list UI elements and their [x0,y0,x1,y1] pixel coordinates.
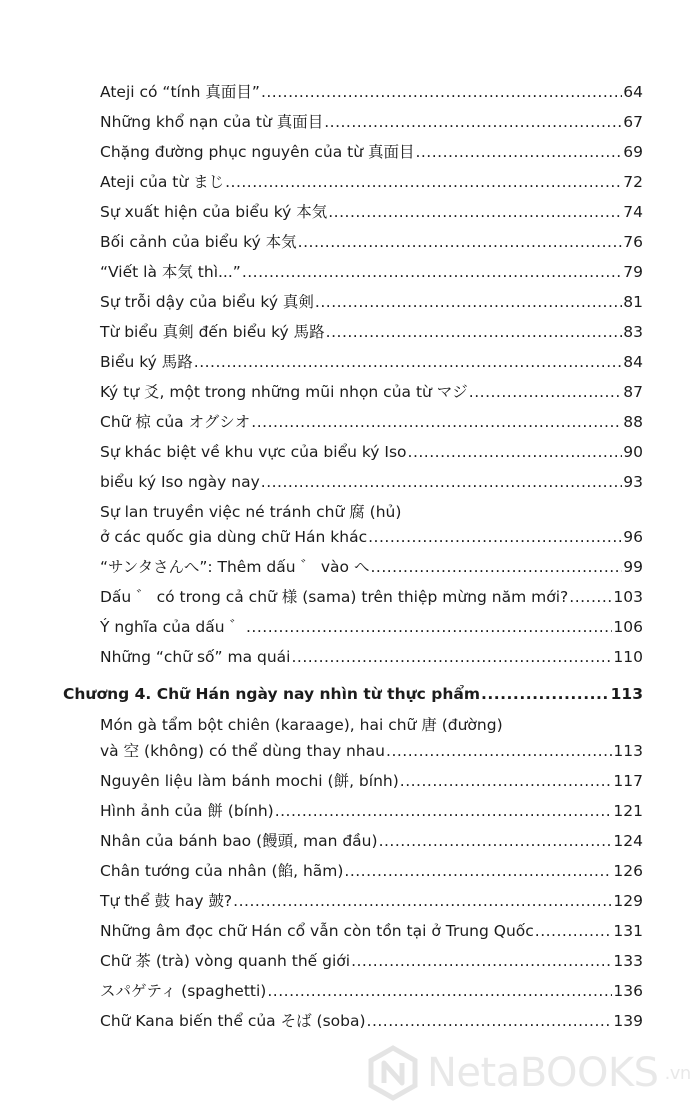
toc-entry-page: 106 [613,618,643,636]
toc-entry [100,771,643,791]
dot-leader [225,172,622,192]
toc-entry-page: 117 [613,772,643,790]
toc-entry-title: Biểu ký 馬路 [100,353,193,371]
dot-leader [242,262,622,282]
toc-entry-page: 126 [613,862,643,880]
dot-leader [328,202,622,222]
toc-entry-page: 139 [613,1012,643,1030]
toc-entry-title: Ký tự 爻, một trong những mũi nhọn của từ マジ [100,383,468,401]
dot-leader [194,352,623,372]
toc-entry-page: 79 [623,263,643,281]
toc-entry-page: 131 [613,922,643,940]
toc-entry-page: 121 [613,802,643,820]
toc-entry-title: Nhân của bánh bao (饅頭, man đầu) [100,832,378,850]
toc-entry [100,382,643,402]
toc-entry-page: 83 [623,323,643,341]
toc-entry [100,82,643,102]
toc-entry-page: 76 [623,233,643,251]
toc-entry [100,442,643,462]
dot-leader [370,557,622,577]
watermark-suffix: .vn [664,1062,691,1084]
dot-leader [469,382,622,402]
chapter-title: Chương 4. Chữ Hán ngày nay nhìn từ thực phẩm [63,685,480,703]
toc-entry [100,587,643,607]
dot-leader [246,617,612,637]
toc-entry [100,527,643,547]
toc-entry-title: Tự thể 鼓 hay 皷? [100,892,233,910]
toc-entry-page: 113 [613,742,643,760]
toc-entry-title: Những khổ nạn của từ 真面目 [100,113,324,131]
toc-entry [100,292,643,312]
toc-entry-page: 87 [623,383,643,401]
toc-entry-page: 64 [623,83,643,101]
toc-entry [100,472,643,492]
dot-leader [569,587,612,607]
toc-entry-title: Chữ Kana biến thể của そば (soba) [100,1012,366,1030]
toc-entry-title: “サンタさんへ”: Thêm dấu ゛ vào へ [100,558,370,576]
toc-entry-page: 88 [623,413,643,431]
toc-entry-page: 84 [623,353,643,371]
netabooks-watermark [365,1043,691,1103]
toc-entry-page: 110 [613,648,643,666]
toc-entry [100,981,643,1001]
toc-entry-page: 93 [623,473,643,491]
dot-leader [233,891,612,911]
dot-leader [408,442,623,462]
toc-entry-title: Chặng đường phục nguyên của từ 真面目 [100,143,415,161]
toc-entry-title: Những âm đọc chữ Hán cổ vẫn còn tồn tại ở Trung Quốc [100,922,534,940]
dot-leader [351,951,612,971]
toc-entry-title-line1: Sự lan truyền việc né tránh chữ 腐 (hủ) [100,503,402,521]
toc-entry [100,557,643,577]
toc-entry [100,172,643,192]
toc-entry-title: Chân tướng của nhân (餡, hãm) [100,862,344,880]
toc-entry-page: 96 [623,528,643,546]
dot-leader [326,322,623,342]
dot-leader [315,292,622,312]
toc-entry-title: Sự khác biệt về khu vực của biểu ký Iso [100,443,407,461]
dot-leader [324,112,622,132]
dot-leader [368,527,622,547]
toc-entry-title: biểu ký Iso ngày nay [100,473,260,491]
toc-entry [100,951,643,971]
toc-entry-title: Ý nghĩa của dấu ゛ [100,618,245,636]
toc-entry-title: Nguyên liệu làm bánh mochi (餅, bính) [100,772,399,790]
dot-leader [261,472,622,492]
toc-entry [100,921,643,941]
dot-leader [386,741,612,761]
toc-entry [100,831,643,851]
toc-entry-title: Chữ 茶 (trà) vòng quanh thế giới [100,952,351,970]
toc-entry-title: Bối cảnh của biểu ký 本気 [100,233,297,251]
toc-entry-page: 74 [623,203,643,221]
toc-entry-title: Sự trỗi dậy của biểu ký 真剣 [100,293,314,311]
toc-entry-page: 72 [623,173,643,191]
toc-entry-title: Sự xuất hiện của biểu ký 本気 [100,203,328,221]
toc-entry [100,232,643,252]
toc-entry-title: Từ biểu 真剣 đến biểu ký 馬路 [100,323,325,341]
toc-entry-title: Hình ảnh của 餅 (bính) [100,802,274,820]
toc-entry-page: 136 [613,982,643,1000]
chapter-page: 113 [610,685,643,703]
toc-entry-title: Ateji của từ まじ [100,173,225,191]
dot-leader [291,647,612,667]
toc-entry [100,741,643,761]
dot-leader [344,861,612,881]
toc-entry-title: スパゲティ (spaghetti) [100,982,267,1000]
toc-entry-page: 90 [623,443,643,461]
toc-entry-page: 67 [623,113,643,131]
toc-entry-page: 99 [623,558,643,576]
toc-entry-title: Chữ 椋 của オグシオ [100,413,251,431]
toc-entry-title: và 空 (không) có thể dùng thay nhau [100,742,386,760]
watermark-brand: NetaBOOKS [427,1050,659,1096]
netabooks-logo-icon [365,1045,421,1101]
toc-entry-title: Ateji có “tính 真面目” [100,83,260,101]
toc-entry [100,891,643,911]
toc-entry [100,861,643,881]
dot-leader [481,684,610,704]
toc-entry-title-line1: Món gà tẩm bột chiên (karaage), hai chữ 唐 (đường) [100,716,503,734]
dot-leader [275,801,613,821]
toc-entry-page: 69 [623,143,643,161]
toc-entry-page: 133 [613,952,643,970]
dot-leader [267,981,612,1001]
chapter-heading [63,684,643,704]
toc-entry [100,202,643,222]
toc-entry-title: Những “chữ số” ma quái [100,648,291,666]
toc-entry-page: 81 [623,293,643,311]
toc-entry [100,322,643,342]
toc-entry-page: 103 [613,588,643,606]
toc-entry [100,1011,643,1031]
toc-entry [100,142,643,162]
toc-entry-page: 124 [613,832,643,850]
dot-leader [251,412,622,432]
dot-leader [261,82,622,102]
dot-leader [415,142,622,162]
toc-entry-title: Dấu ゛ có trong cả chữ 様 (sama) trên thiệp mừng năm mới? [100,588,569,606]
toc-entry [100,647,643,667]
dot-leader [535,921,613,941]
toc-entry-title: ở các quốc gia dùng chữ Hán khác [100,528,368,546]
dot-leader [298,232,623,252]
dot-leader [400,771,613,791]
toc-entry [100,617,643,637]
toc-entry [100,262,643,282]
toc-entry-title: “Viết là 本気 thì...” [100,263,241,281]
toc-entry [100,412,643,432]
toc-entry [100,112,643,132]
dot-leader [379,831,613,851]
toc-entry [100,352,643,372]
dot-leader [367,1011,613,1031]
toc-entry [100,801,643,821]
toc-entry-page: 129 [613,892,643,910]
